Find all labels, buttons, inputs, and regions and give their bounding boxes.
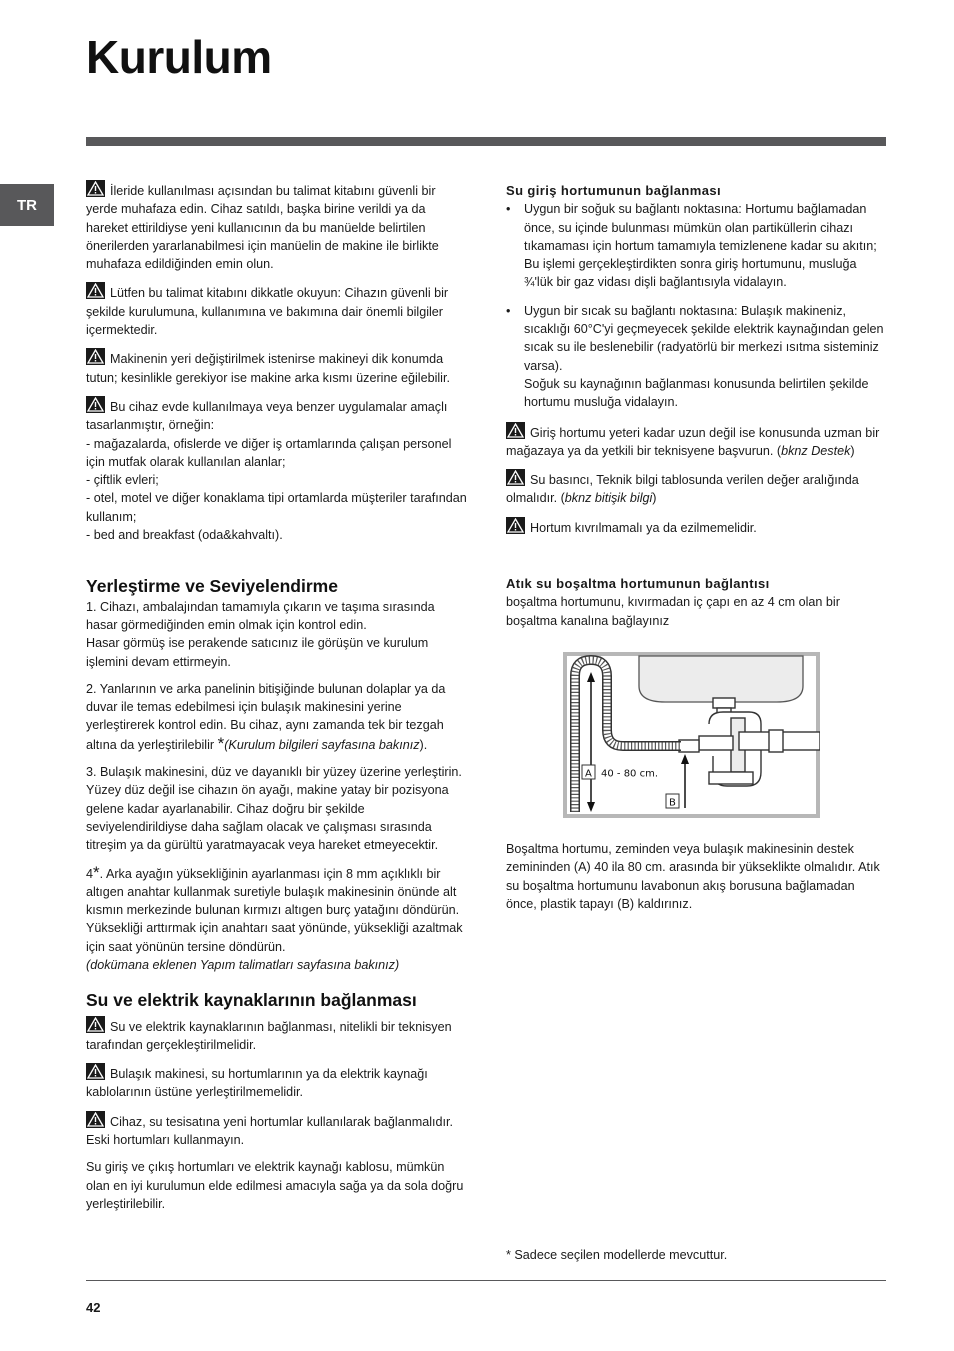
placement-step-2 [86, 680, 468, 754]
warning-paragraph [506, 469, 886, 508]
warning-paragraph [86, 1016, 468, 1055]
placement-step-2-ref: (Kurulum bilgileri sayfasına bakınız [224, 737, 420, 752]
warning-icon [86, 180, 105, 197]
page-title: Kurulum [86, 31, 272, 83]
warning-icon [86, 1016, 105, 1033]
inlet-hose-heading: Su giriş hortumunun bağlanması [506, 183, 721, 198]
warning-paragraph [86, 396, 468, 435]
bullet-point: • [506, 303, 511, 318]
usage-list-item: - mağazalarda, ofislerde ve diğer iş ortamlarında çalışan personel için mutfak olarak kullanılan alanlar; [86, 436, 452, 469]
bullet-point: • [506, 202, 511, 217]
page-number: 42 [86, 1300, 101, 1315]
placement-step-2-end: ). [419, 737, 428, 752]
connection-heading: Su ve elektrik kaynaklarının bağlanması [86, 990, 417, 1011]
warning-paragraph [86, 348, 468, 387]
inlet-cold-water-text: Uygun bir soğuk su bağlantı noktasına: Hortumu bağlamadan önce, su içinde bulunması mümkün olan partiküllerin cihazı tıkamaması için hortum tamamıyla temizlenene kadar su akıtın; Bu işlemi gerçekleştirdikten sonra giriş hortumunu, musluğa ¾'lük bir gaz vidası dişli bağlantısıyla vidalayın. [524, 202, 877, 290]
warning-icon [506, 469, 525, 486]
warning-icon [86, 348, 105, 365]
placement-step-1-note: Hasar görmüş ise perakende satıcınız ile görüşün ve kurulum işlemini devam ettirmeyin. [86, 636, 429, 669]
language-tab: TR [0, 184, 54, 226]
diagram-label-b: B [669, 797, 676, 809]
placement-step-4 [86, 864, 468, 956]
drain-intro: boşaltma hortumunu, kıvırmadan iç çapı en az 4 cm olan bir boşaltma kanalına bağlayınız [506, 595, 840, 628]
warning-icon [506, 517, 525, 534]
placement-step-1: 1. Cihazı, ambalajından tamamıyla çıkarın ve taşıma sırasında hasar görmediğinden emin olmak için kontrol edin. [86, 599, 435, 632]
warning-ref: bknz Destek [781, 443, 851, 458]
warning-icon [506, 422, 525, 439]
warning-text: Su ve elektrik kaynaklarının bağlanması, nitelikli bir teknisyen tarafından gerçekleştirilmelidir. [86, 1019, 452, 1052]
warning-text: Hortum kıvrılmamalı ya da ezilmemelidir. [530, 520, 757, 535]
warning-text: Cihaz, su tesisatına yeni hortumlar kullanılarak bağlanmalıdır. [110, 1114, 454, 1129]
placement-step-2-text: 2. Yanlarının ve arka panelinin bitişiğinde bulunan dolaplar ya da duvar ile temas edebilmesi için bulaşık makinesini yerine yerleştirerek kontrol edin. Bu cihaz, aynı zamanda tek bir tezgah altına da yerleştirilebilir [86, 681, 446, 752]
warning-text: Lütfen bu talimat kitabını dikkatle okuyun: Cihazın güvenli bir şekilde kurulumuna, kullanımına ve bakımına dair önemli bilgiler içermektedir. [86, 286, 449, 338]
warning-text: Su basıncı, Teknik bilgi tablosunda verilen değer aralığında olmalıdır. ( [506, 473, 859, 506]
warning-text: Bu cihaz evde kullanılmaya veya benzer uygulamalar amaçlı tasarlanmıştır, örneğin: [86, 399, 448, 433]
inlet-hot-water-text: Uygun bir sıcak su bağlantı noktasına: Bulaşık makineniz, sıcaklığı 60°C'yi geçmeyecek şekilde elektrik kaynağından gelen sıcak su ile beslenebilir (radyatörlü bir merkezi ısıtma sisteminiz varsa). [524, 303, 884, 373]
placement-step-4-text: . Arka ayağın yüksekliğinin ayarlanması için 8 mm açıklıklı bir altıgen anahtar kullanmak suretiyle bulaşık makinesinin önünde alt kısmın merkezinde bulunan kırmızı altıgen burç yatağını döndürün. Yüksekliği arttırmak için anahtarı saat yönünde, yüksekliği azaltmak için saat yönünün tersine döndürün. [86, 866, 463, 954]
drain-hose-heading: Atık su boşaltma hortumunun bağlantısı [506, 576, 770, 592]
footnote-text: Sadece seçilen modellerde mevcuttur. [514, 1248, 728, 1262]
usage-list-item: - çiftlik evleri; [86, 473, 159, 488]
diagram-height-range: 40 - 80 cm. [601, 768, 659, 780]
warning-text: Makinenin yeri değiştirilmek istenirse makineyi dik konumda tutun; kesinlikle gerekiyor ise makine arka kısmı üzerine eğilebilir. [86, 352, 450, 385]
drain-hose-text: Boşaltma hortumu, zeminden veya bulaşık makinesinin destek zemininden (A) 40 ila 80 cm. arasında bir yükseklikte olmalıdır. Atık su boşaltma hortumunu lavabonun akış borusuna bağlamadan önce, plastik tapayı (B) kaldırınız. [506, 841, 880, 911]
old-hoses-note: Eski hortumları kullanmayın. [86, 1133, 245, 1148]
warning-ref-end: ) [652, 491, 657, 506]
placement-step-3: 3. Bulaşık makinesini, düz ve dayanıklı bir yüzey üzerine yerleştirin. Yüzey düz değil ise cihazın ön ayağı, makine yatay bir pozisyona gelene kadar ayarlanabilir. Cihaz doğru bir şekilde seviyelendirildiyse daha sağlam olacak ve çalışması sırasında titreşim ya da gürültü yaratmayacak veya hareket etmeyecektir. [86, 765, 462, 853]
warning-paragraph [506, 517, 886, 537]
warning-text: İleride kullanılması açısından bu talimat kitabını güvenli bir yerde muhafaza edin. Cihaz satıldı, başka birine verildi ya da hareket ettirildiyse yeni kullanıcının da bu manüelde belirtilen önerilerden yararlanabilmesi için manüelin de makine ile birlikte muhafaza edildiğinden emin olun. [86, 184, 439, 272]
warning-text: Bulaşık makinesi, su hortumlarının ya da elektrik kaynağı kablolarının üstüne yerleştirilmemelidir. [86, 1067, 428, 1100]
placement-step-4-ref: (dokümana eklenen Yapım talimatları sayfasına bakınız) [86, 957, 400, 972]
drain-hose-diagram [563, 652, 820, 818]
usage-list-item: - bed and breakfast (oda&kahvaltı). [86, 528, 283, 543]
placement-heading: Yerleştirme ve Seviyelendirme [86, 576, 338, 597]
left-column [86, 180, 468, 1213]
warning-paragraph [86, 180, 468, 273]
warning-paragraph [86, 1063, 468, 1102]
footnote [506, 1248, 727, 1262]
footnote-star: * [93, 862, 100, 882]
warning-icon [86, 1063, 105, 1080]
list-item [506, 200, 886, 291]
connection-final-paragraph: Su giriş ve çıkış hortumları ve elektrik kaynağı kablosu, mümkün olan en iyi kurulumun elde edilmesi amacıyla sağa ya da sola doğru yerleştirilebilir. [86, 1160, 464, 1211]
placement-step-4-num: 4 [86, 866, 94, 881]
warning-icon [86, 282, 105, 299]
warning-paragraph [86, 282, 468, 339]
footer-rule [86, 1280, 886, 1281]
usage-list-item: - otel, motel ve diğer konaklama tipi ortamlarda müşteriler tarafından kullanım; [86, 491, 467, 524]
warning-icon [86, 396, 105, 413]
inlet-hot-water-note: Soğuk su kaynağının bağlanması konusunda belirtilen şekilde hortumu musluğa vidalayın. [524, 376, 869, 410]
right-column [506, 182, 886, 913]
warning-ref-end: ) [850, 443, 855, 458]
header-rule [86, 137, 886, 146]
diagram-label-a: A [585, 768, 592, 780]
warning-icon [86, 1111, 105, 1128]
list-item [506, 302, 886, 412]
warning-ref: bknz bitişik bilgi [564, 491, 653, 506]
warning-paragraph [86, 1111, 468, 1131]
footnote-star: * [506, 1248, 511, 1262]
warning-paragraph [506, 422, 886, 461]
warning-text: Giriş hortumu yeteri kadar uzun değil ise konusunda uzman bir mağazaya ya da yetkili bir teknisyene başvurun. ( [506, 425, 880, 458]
footnote-star: * [217, 733, 225, 753]
